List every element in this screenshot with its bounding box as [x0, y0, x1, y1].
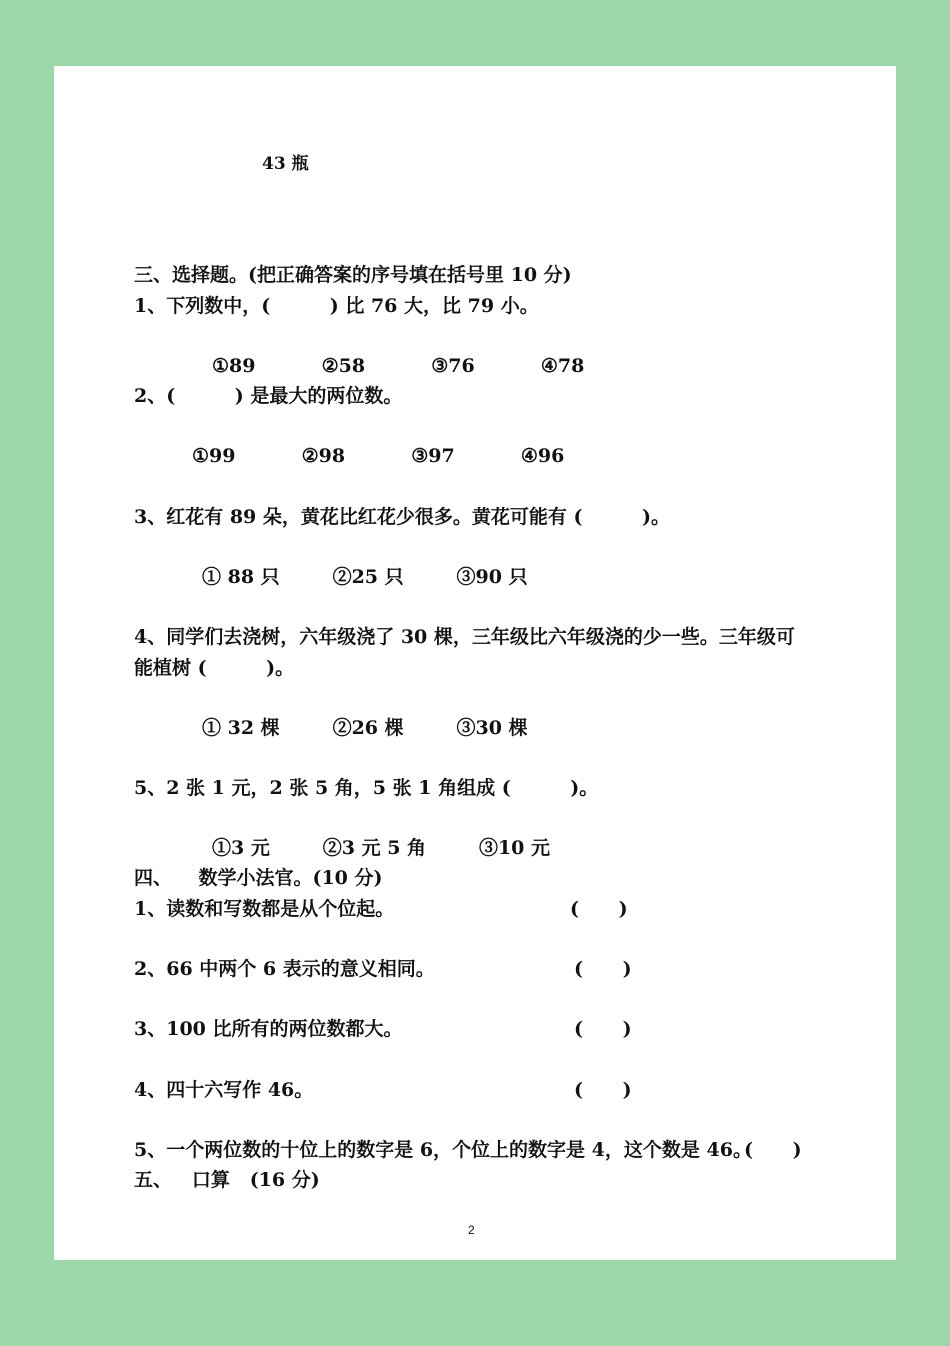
q3-3-options: ① 88 只 ②25 只 ③90 只 — [202, 566, 528, 588]
judge-item-3: 3、100 比所有的两位数都大。 — [134, 1018, 403, 1040]
q3-5-text: 5、2 张 1 元，2 张 5 角，5 张 1 角组成 ( )。 — [134, 777, 599, 799]
q3-5-options: ①3 元 ②3 元 5 角 ③10 元 — [212, 837, 551, 859]
q3-2-text: 2、( ) 是最大的两位数。 — [134, 385, 403, 407]
section5-title: 五、 口算 (16 分) — [134, 1169, 320, 1191]
judge-item-1: 1、读数和写数都是从个位起。 — [134, 898, 395, 920]
q3-3-text: 3、红花有 89 朵，黄花比红花少很多。黄花可能有 ( )。 — [134, 506, 671, 528]
judge-item-5: 5、一个两位数的十位上的数字是 6，个位上的数字是 4，这个数是 46。 — [134, 1139, 752, 1161]
judge-paren-5: ( ) — [744, 1139, 802, 1161]
worksheet-page — [54, 66, 896, 1260]
q3-1-text: 1、下列数中，( ) 比 76 大，比 79 小。 — [134, 295, 539, 317]
q3-4-text-cont: 能植树 ( )。 — [134, 657, 295, 679]
q3-2-options: ①99 ②98 ③97 ④96 — [192, 445, 565, 467]
judge-paren-1: ( ) — [570, 898, 628, 920]
judge-paren-4: ( ) — [574, 1079, 632, 1101]
section4-title: 四、 数学小法官。(10 分) — [134, 867, 383, 889]
previous-answer: 43 瓶 — [262, 154, 309, 174]
judge-paren-2: ( ) — [574, 958, 632, 980]
q3-4-text: 4、同学们去浇树，六年级浇了 30 棵，三年级比六年级浇的少一些。三年级可 — [134, 626, 795, 648]
judge-item-4: 4、四十六写作 46。 — [134, 1079, 314, 1101]
judge-item-2: 2、66 中两个 6 表示的意义相同。 — [134, 958, 435, 980]
q3-1-options: ①89 ②58 ③76 ④78 — [212, 355, 585, 377]
section3-title: 三、选择题。(把正确答案的序号填在括号里 10 分) — [134, 264, 572, 286]
q3-4-options: ① 32 棵 ②26 棵 ③30 棵 — [202, 717, 528, 739]
judge-paren-3: ( ) — [574, 1018, 632, 1040]
page-number: 2 — [468, 1223, 475, 1237]
